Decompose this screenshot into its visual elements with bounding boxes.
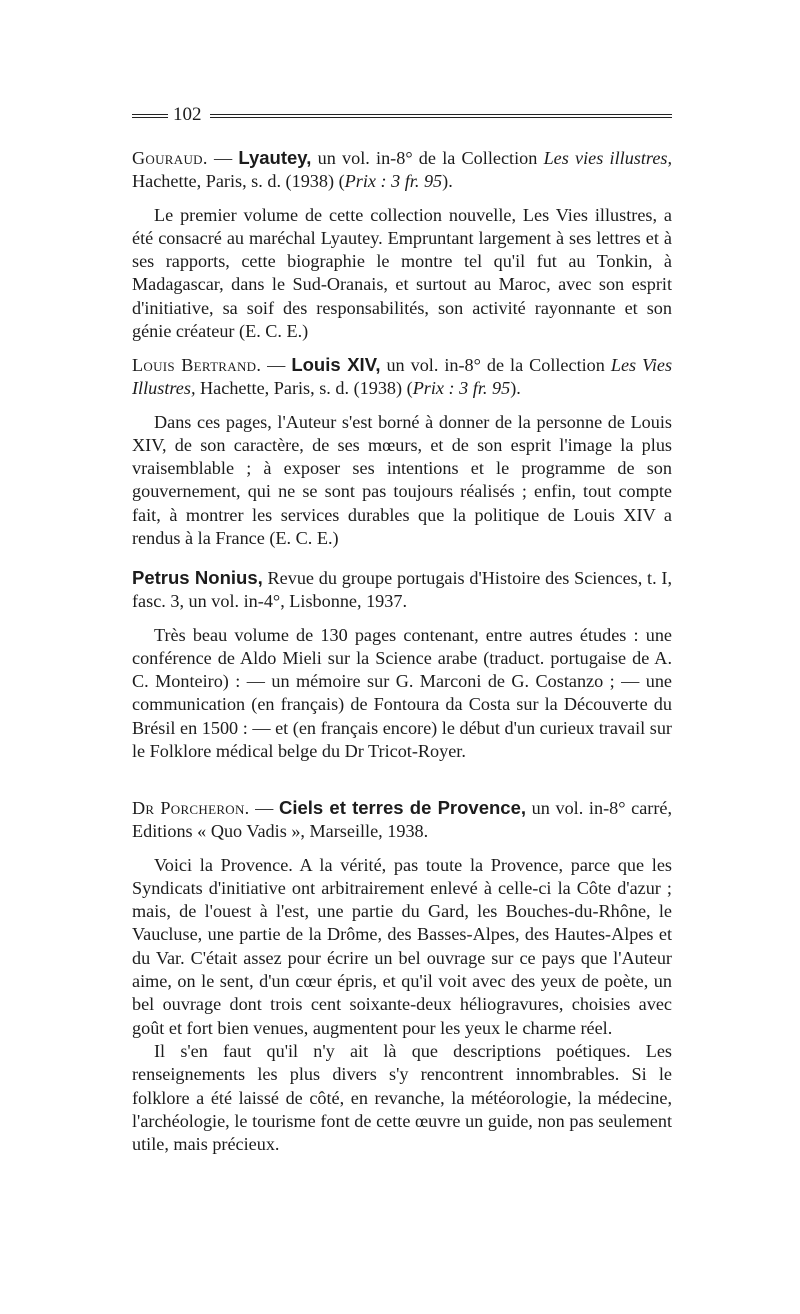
review-entry-lyautey <box>132 146 672 343</box>
entry-details: Hachette, Paris, s. d. (1938) ( <box>200 378 413 399</box>
review-entry-petrus-nonius <box>132 566 672 763</box>
header-rule-left <box>132 114 168 118</box>
entry-details: un vol. in-8° de la Collection <box>317 148 538 168</box>
entry-author: Gouraud. <box>132 148 208 168</box>
entry-citation <box>132 146 672 194</box>
entry-author: Dr Porcheron. <box>132 798 250 818</box>
entry-series: Les vies illustres, <box>543 148 673 168</box>
entry-body: Très beau volume de 130 pages contenant, entre autres études : une conférence de Aldo Mieli sur la Science arabe (traduct. portugaise de A. C. Monteiro) : — un mémoire sur G. Marconi de G. Costanzo ; — une communication (en français) de Fontoura da Costa sur la Découverte du Brésil en 1500 : — et (en français encore) le début d'un curieux travail sur le Folklore médical belge du Dr Tricot-Royer. <box>132 624 672 762</box>
review-entry-louis-xiv <box>132 353 672 550</box>
entry-body: Voici la Provence. A la vérité, pas toute la Provence, parce que les Syndicats d'initiative ont arbitrairement enlevé à celle-ci la Côte d'azur ; mais, de l'ouest à l'est, une partie du Gard, les Bouches-du-Rhône, le Vaucluse, une partie de la Drôme, des Basses-Alpes, des Hautes-Alpes et du Var. C'était assez pour écrire un bel ouvrage sur ce pays que l'Auteur aime, on le sent, d'un cœur épris, et qu'il voit avec des yeux de poète, un bel ouvrage dont trois cent soixante-deux héliogravures, choisies avec goût et fort bien venues, augmentent pour les yeux le charme réel. <box>132 854 672 1038</box>
entry-details: ). <box>510 378 521 399</box>
entry-details: Revue du groupe portugais d'Histoire des Sciences, t. I, fasc. 3, un vol. in-4°, Lisbonne, 1937. <box>132 568 673 612</box>
entry-body: Dans ces pages, l'Auteur s'est borné à donner de la personne de Louis XIV, de son caractère, de ses mœurs, et de son esprit l'image la plus vraisemblable ; à exposer ses intentions et le programme de son gouvernement, qui ne se sont pas toujours réalisés ; enfin, tout compte fait, à montrer les services durables que la politique de Louis XIV a rendus à la France (E. C. E.) <box>132 411 672 549</box>
page-header <box>132 106 672 126</box>
page-number: 102 <box>173 104 202 125</box>
entry-citation <box>132 566 672 614</box>
entry-citation <box>132 353 672 401</box>
entry-title: Ciels et terres de Provence, <box>278 797 527 818</box>
entry-title: Louis XIV, <box>291 354 381 375</box>
review-entry-provence <box>132 796 672 1156</box>
entry-title: Lyautey, <box>238 147 312 168</box>
entry-dash: — <box>255 798 274 818</box>
entry-body: Il s'en faut qu'il n'y ait là que descriptions poétiques. Les renseignements les plus divers s'y rencontrent innombrables. Si le folklore a été laissé de côté, en revanche, la météorologie, la médecine, l'archéologie, le tourisme font de cette œuvre un guide, non pas seulement utile, mais précieux. <box>132 1040 672 1155</box>
entry-author: Louis Bertrand. <box>132 355 262 375</box>
entry-dash: — <box>213 148 233 168</box>
entry-price: Prix : 3 fr. 95 <box>344 171 443 192</box>
entry-citation <box>132 796 672 844</box>
entry-body: Le premier volume de cette collection nouvelle, Les Vies illustres, a été consacré au maréchal Lyautey. Empruntant largement à ses lettres et à ses rapports, cette biographie le montre tel qu'il fut au Tonkin, à Madagascar, dans le Sud-Oranais, et surtout au Maroc, avec son esprit d'initiative, sa soif des responsabilités, son activité rayonnante et son génie créateur (E. C. E.) <box>132 204 672 342</box>
entry-dash: — <box>267 355 286 375</box>
entry-details: un vol. in-8° carré, Editions « Quo Vadis », Marseille, 1938. <box>132 798 673 842</box>
entry-series: Les Vies Illustres, <box>132 355 673 399</box>
entry-price: Prix : 3 fr. 95 <box>412 378 511 399</box>
entry-title: Petrus Nonius, <box>132 567 263 588</box>
entry-details: ). <box>442 171 453 192</box>
entry-details: Hachette, Paris, s. d. (1938) ( <box>132 171 345 192</box>
entry-details: un vol. in-8° de la Collection <box>386 355 605 375</box>
header-rule-right <box>210 114 672 118</box>
